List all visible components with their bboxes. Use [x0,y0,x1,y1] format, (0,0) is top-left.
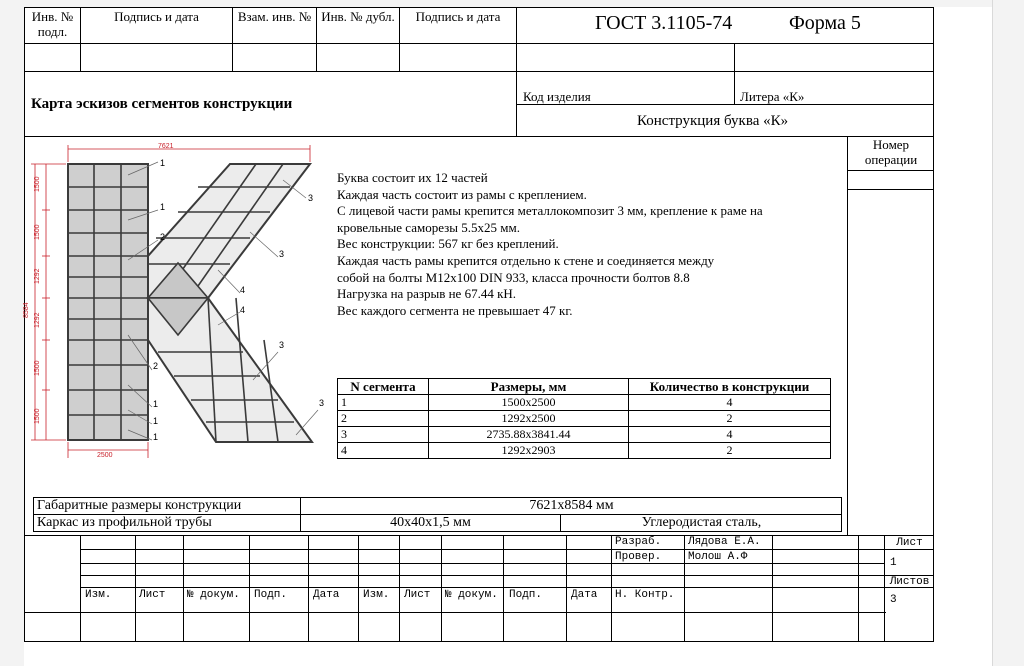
col-doc-no-1: № докум. [187,589,240,601]
product-code-label: Код изделия [523,89,591,104]
litera-label: Литера «К» [740,89,805,104]
dim-width: 7621 [158,143,174,150]
col-dimensions: Размеры, мм [429,379,629,395]
cell-segment-no: 2 [338,411,429,427]
description-line: Нагрузка на разрыв не 67.44 кН. [337,286,517,302]
stamp-inv-dubl: Инв. № дубл. [321,9,395,24]
description-line: С лицевой части рамы крепится металлокомпозит 3 мм, крепление к раме на [337,203,763,219]
cell-dimensions: 1292x2903 [429,443,629,459]
callout-3d: 3 [319,398,325,408]
sheet-label: Лист [896,537,923,549]
table-row [338,427,831,443]
stamp-sign-date-2: Подпись и дата [415,9,501,24]
dim-left-1: 1500 [34,176,41,192]
callout-1a: 1 [160,158,166,168]
frame-label: Каркас из профильной трубы [37,515,212,530]
cell-segment-no: 4 [338,443,429,459]
callout-1b: 1 [160,202,166,212]
cell-quantity: 4 [629,395,831,411]
form-number: Форма 5 [789,12,861,34]
callout-3c: 3 [279,340,285,350]
cell-dimensions: 2735.88x3841.44 [429,427,629,443]
table-header-row [338,379,831,395]
col-list-1: Лист [139,589,166,601]
dim-left-5: 1500 [34,360,41,376]
col-izm-2: Изм. [363,589,390,601]
frame-material: Углеродистая сталь, [641,515,762,530]
card-title: Карта эскизов сегментов конструкции [31,96,293,112]
cell-quantity: 4 [629,427,831,443]
cell-dimensions: 1500x2500 [429,395,629,411]
dim-left-2: 1500 [34,224,41,240]
dim-height: 8584 [23,302,30,318]
product-name: Конструкция буква «К» [637,113,789,129]
stamp-inv-podl: Инв. № подл. [31,9,74,39]
col-izm-1: Изм. [85,589,112,601]
checked-name: Молош А.Ф [688,551,748,563]
description-line: Каждая часть состоит из рамы с креплением. [337,186,587,202]
callout-4b: 4 [240,305,246,315]
sheet-value: 1 [890,557,897,569]
col-sign-1: Подп. [254,589,288,601]
description-line: собой на болты М12х100 DIN 933, класса прочности болтов 8.8 [337,269,690,285]
description-line: Каждая часть рамы крепится отдельно к стене и соединяется между [337,252,715,268]
callout-4a: 4 [240,285,246,295]
cell-dimensions: 1292x2500 [429,411,629,427]
callout-1d: 1 [153,416,159,426]
overall-size-value: 7621x8584 мм [529,498,614,513]
stamp-vzam-inv: Взам. инв. № [237,9,312,24]
norm-control-label: Н. Контр. [615,589,675,601]
operation-no-label: Номер операции [864,137,918,167]
cell-quantity: 2 [629,443,831,459]
col-quantity: Количество в конструкции [629,379,831,395]
description-text [337,170,847,319]
dim-left-3: 1292 [34,268,41,284]
callout-1e: 1 [153,432,159,442]
sheets-label: Листов [889,576,930,588]
col-sign-2: Подп. [509,589,543,601]
description-line: Вес конструкции: 567 кг без креплений. [337,236,559,252]
callout-2b: 2 [153,361,159,371]
stamp-sign-date-1: Подпись и дата [114,9,199,24]
description-line: Вес каждого сегмента не превышает 47 кг. [337,302,573,318]
checked-label: Провер. [615,551,662,563]
dim-left-6: 1500 [34,408,41,424]
col-list-2: Лист [404,589,431,601]
dim-bottom-width: 2500 [97,452,113,459]
description-line: Буква состоит их 12 частей [337,170,488,185]
developed-label: Разраб. [615,536,662,548]
callout-1c: 1 [153,399,159,409]
frame-size: 40х40х1,5 мм [390,515,471,530]
letter-k-sketch [28,140,328,465]
cell-segment-no: 1 [338,395,429,411]
table-row [338,411,831,427]
callout-2a: 2 [160,232,166,242]
gost-number: ГОСТ 3.1105-74 [595,12,733,34]
table-row [338,395,831,411]
segments-table [337,378,831,459]
callout-3b: 3 [279,249,285,259]
cell-segment-no: 3 [338,427,429,443]
callout-3a: 3 [308,193,314,203]
dim-left-4: 1292 [34,312,41,328]
overall-size-label: Габаритные размеры конструкции [37,498,242,513]
col-date-1: Дата [313,589,340,601]
col-date-2: Дата [571,589,598,601]
col-doc-no-2: № докум. [445,589,498,601]
page-edge [992,0,993,666]
table-row [338,443,831,459]
col-segment-no: N сегмента [338,379,429,395]
description-line: кровельные саморезы 5.5х25 мм. [337,219,520,235]
sheets-value: 3 [890,594,897,606]
cell-quantity: 2 [629,411,831,427]
developed-name: Лядова Е.А. [688,536,761,548]
